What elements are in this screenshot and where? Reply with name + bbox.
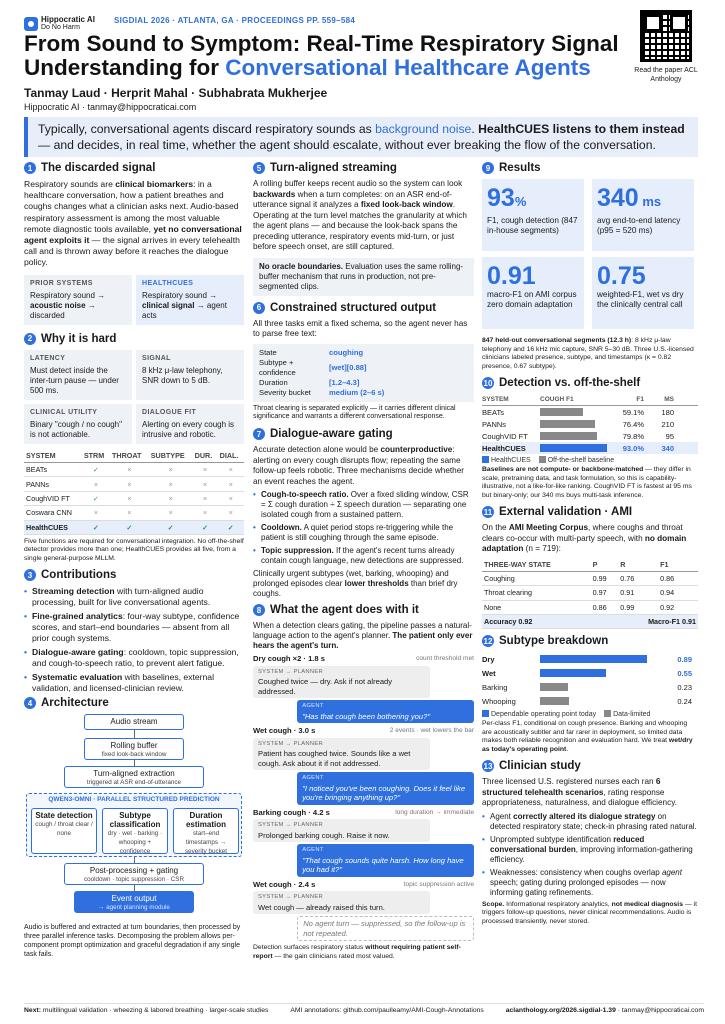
section-discarded-signal xyxy=(24,162,244,325)
suppressed-message: No agent turn — suppressed, so the follow-up is not repeated. xyxy=(297,916,474,941)
bar-label: Barking xyxy=(482,682,508,692)
banner-e: — and decides, in real time, whether the agent should escalate, without ever breaking the flow of the conversation. xyxy=(38,138,656,152)
bar-label: PANNs xyxy=(482,419,507,429)
qwen-parallel-box: QWEN3-OMNI · PARALLEL STRUCTURED PREDICTION State detection cough / throat clear / none Subtype classification dry · wet · barking · whooping + confidence Duration estimation start–end timestamps → severity bucket xyxy=(26,793,242,857)
prior-systems-box: PRIOR SYSTEMS Respiratory sound → acoustic noise → discarded xyxy=(24,275,132,325)
footer-next: Next: multilingual validation · wheezing & labored breathing · larger-scale studies xyxy=(24,1007,269,1014)
table-row-summary: Accuracy 0.92 Macro-F1 0.91 xyxy=(482,615,698,629)
authors: Tanmay Laud · Herprit Mahal · Subhabrata Mukherjee xyxy=(24,86,328,100)
section-number: 5 xyxy=(253,162,265,174)
list-item: • Dialogue-aware gating: cooldown, topic suppression, and cough-to-speech ratio, to prevent alert fatigue. xyxy=(24,647,244,669)
section-title: Dialogue-aware gating xyxy=(270,428,393,441)
section-number: 13 xyxy=(483,761,493,771)
section-number: 11 xyxy=(483,507,493,517)
challenge-box: LATENCY Must detect inside the inter-turn pause — under 500 ms. xyxy=(24,350,132,400)
stat-card: 0.91 macro-F1 on AMI corpus zero domain adaptation xyxy=(482,257,584,329)
venue-line: SIGDIAL 2026 · ATLANTA, GA · PROCEEDINGS PP. 559–584 xyxy=(114,16,356,25)
chat-transcript xyxy=(253,654,474,941)
subtype-note: Per-class F1, conditional on cough presence. Barking and whooping are acoustically subtler and far rarer in deployment, so limited data makes both reliable recognition and evaluation hard. We treat wet/dry as today's operating point. xyxy=(482,720,693,753)
architecture-caption: Audio is buffered and extracted at turn boundaries, then processed by three parallel inference tasks. Decomposing the problem allows per-component prompt optimization and graceful degradation if any single task fails. xyxy=(24,924,241,958)
bar-label: BEATs xyxy=(482,407,504,417)
logo-name: Hippocratic AI xyxy=(41,15,95,24)
section-external-validation: 11 External validation · AMI On the AMI Meeting Corpus, where coughs and throat clears co-occur with multi-party speech, with no domain adaptation (n = 719): THREE-WAY STATE P R F1 Coughing 0.99 0.76 0.86 Throat clearing 0.97 0.91 0.94 None 0.86 0.99 0.92 Accuracy 0.92 Macro-F1 0.91 xyxy=(482,506,698,629)
bar-beats xyxy=(540,408,583,416)
section-title: Turn-aligned streaming xyxy=(270,162,397,174)
section-contributions xyxy=(24,569,244,694)
section-title: Why it is hard xyxy=(41,332,117,345)
section-number: 6 xyxy=(253,302,265,314)
section-why-hard xyxy=(24,333,244,564)
bar-row xyxy=(482,418,698,430)
chart-header: SYSTEM COUGH F1 F1 MS xyxy=(482,394,698,406)
table-row-highlight: HealthCUES ✓ ✓ ✓ ✓ ✓ xyxy=(24,520,244,534)
bar-whooping xyxy=(540,697,569,705)
table-row: Throat clearing 0.97 0.91 0.94 xyxy=(482,586,698,600)
table-row: Coughing 0.99 0.76 0.86 xyxy=(482,571,698,585)
bar-label: Wet xyxy=(482,668,496,678)
section-agent-actions: 8 What the agent does with it When a detection clears gating, the pipeline passes a natural-language action to the agent's planner. The patient only ever hears the agent's turn. Dry cough ×2 · 1.8 s count threshold met SYSTEM → PLANNER Coughed twice — dry. Ask if not already addressed. AGENT "Has that cough been bothering you?" Wet cough · 3.0 s 2 events · wet lowers the bar SYSTEM → PLANNER Patient has coughed twice. Sounds like a wet cough. Ask about it if not addressed. AGENT "I noticed you've been coughing. Does it feel like you're bringing anything up?" Barking cough · 4.2 s long duration → immediate SYSTEM → PLANNER Prolonged barking cough. Raise it now. AGENT "That cough sounds quite harsh. How long have you had it?" Wet cough · 2.4 s topic suppression active SYSTEM → PLANNER Wet cough — already raised this turn. No agent turn — suppressed, so the follow-up is not repeated. Detection surfaces respiratory status without requiring patient self-report — the gain clinicians rated most valued. xyxy=(253,604,474,960)
challenge-box: CLINICAL UTILITY Binary "cough / no cough" is not actionable. xyxy=(24,404,132,444)
bar-value: 76.4% xyxy=(622,419,644,429)
poster-title xyxy=(24,32,624,80)
banner-c: . xyxy=(471,122,479,136)
node-audio-stream: Audio stream xyxy=(84,714,184,730)
detection-legend: HealthCUES Off-the-shelf baseline xyxy=(482,456,698,464)
schema-box xyxy=(253,344,474,402)
schema-row: Severity bucket medium (2–6 s) xyxy=(259,387,385,397)
node-subtype: Subtype classification dry · wet · barking · whooping + confidence xyxy=(102,808,168,854)
ami-table: THREE-WAY STATE P R F1 Coughing 0.99 0.76 0.86 Throat clearing 0.97 0.91 0.94 None 0.86 0.99 0.92 Accuracy 0.92 Macro-F1 0.91 xyxy=(482,558,698,630)
oracle-box: No oracle boundaries. Evaluation uses the same rolling-buffer mechanism that runs in production, not pre-segmented clips. xyxy=(253,258,474,296)
list-item: • Cough-to-speech ratio. Over a fixed sliding window, CSR = Σ cough duration ÷ Σ speech duration — separating one isolated cough from a sustained pattern. xyxy=(253,490,474,520)
bar-value: 59.1% xyxy=(622,407,644,417)
bar-latency: 210 xyxy=(661,419,674,429)
column-2 xyxy=(253,162,474,961)
event-label: Wet cough · 2.4 s topic suppression active xyxy=(253,879,474,889)
agent-caption: Detection surfaces respiratory status without requiring patient self-report — the gain clinicians rated most valued. xyxy=(253,944,461,960)
section-turn-aligned: 5 Turn-aligned streaming A rolling buffer keeps recent audio so the system can look backwards when a turn completes: on an ASR end-of-utterance signal it analyzes a fixed look-back window. Operating at the turn level matches the granularity at which the agent plans — and because the look-back spans the preceding utterance, respiratory events mid-turn, or just before speech onset, are still captured. No oracle boundaries. Evaluation uses the same rolling-buffer mechanism that runs in production, not pre-segmented clips. xyxy=(253,162,474,296)
bar-label: HealthCUES xyxy=(482,443,526,453)
section-title: Contributions xyxy=(41,569,117,582)
section-clinician-study: 13 Clinician study Three licensed U.S. registered nurses each ran 6 structured telehealth scenarios, rating response appropriateness, naturalness, and dialogue efficiency. • Agent correctly altered its dialogue strategy on detected respiratory state; check-in phrasing rated natural. • Unprompted subtype identification reduced conversational burden, improving information-gathering efficiency. • Weaknesses: consistency when coughs overlap agent speech; gating during prolonged episodes — now informing gating refinements. Scope. Informational respiratory analytics, not medical diagnosis — it triggers follow-up questions, never clinical recommendations. Audio is processed transiently, never stored. xyxy=(482,760,698,926)
bar-value: 0.55 xyxy=(677,668,692,678)
section-title: Architecture xyxy=(41,697,109,710)
bar-latency: 340 xyxy=(661,443,674,453)
table-row: Coswara CNN × × × × × xyxy=(24,506,244,520)
detection-note: Baselines are not compute- or backbone-matched — they differ in scale, pretraining data, and task formulation, so this is capability-illustrative, not a like-for-like ranking. CoughVID FT is fastest at 95 ms but binary-only; our 340 ms buys multi-task inference. xyxy=(482,466,692,499)
section-detection-chart xyxy=(482,377,698,500)
poster-header xyxy=(24,10,704,116)
bar-value: 0.24 xyxy=(677,696,692,706)
bar-barking xyxy=(540,683,568,691)
list-item: • Unprompted subtype identification reduced conversational burden, improving information-gathering efficiency. xyxy=(482,835,698,865)
subtype-legend: Dependable operating point today Data-limited xyxy=(482,710,698,718)
section-number: 12 xyxy=(483,636,493,646)
table-row: BEATs ✓ × × × × xyxy=(24,463,244,477)
bar-row xyxy=(482,406,698,418)
footer-anthology: aclanthology.org/2026.sigdial-1.39 · tanmay@hippocraticai.com xyxy=(505,1007,704,1014)
table-row: CoughVID FT ✓ × × × × xyxy=(24,491,244,505)
section-title: The discarded signal xyxy=(41,162,156,174)
bar-label: Whooping xyxy=(482,696,516,706)
affiliation: Hippocratic AI · tanmay@hippocraticai.com xyxy=(24,102,197,112)
section-text: Respiratory sounds are clinical biomarkers: in a healthcare conversation, how a patient breathes and coughs changes what a clinician asks next. Audio-based respiratory assessment is among the most valuable remote diagnostic tools available, yet no conversational agent exploits it — the signal arrives in every telehealth call and is thrown away before it reaches the dialogue policy. xyxy=(24,179,242,268)
bar-row xyxy=(482,442,698,454)
section-subtype xyxy=(482,635,698,754)
section-number: 3 xyxy=(24,569,36,581)
bar-value: 79.8% xyxy=(622,431,644,441)
node-rolling-buffer: Rolling buffer fixed look-back window xyxy=(84,738,184,760)
architecture-diagram xyxy=(24,714,244,924)
schema-row: State coughing xyxy=(259,347,364,357)
column-3 xyxy=(482,162,698,926)
bar-latency: 95 xyxy=(665,431,674,441)
bar-row xyxy=(482,694,698,708)
node-duration: Duration estimation start–end timestamps → severity bucket xyxy=(173,808,239,854)
table-row: PANNs × × × × × xyxy=(24,477,244,491)
section-number: 8 xyxy=(253,604,265,616)
list-item: • Systematic evaluation with baselines, external validation, and licensed-clinician review. xyxy=(24,672,244,694)
agent-message: AGENT "That cough sounds quite harsh. How long have you had it?" xyxy=(297,844,474,877)
bar-value: 0.23 xyxy=(677,682,692,692)
qr-caption: Read the paper ACL Anthology xyxy=(634,67,698,83)
scope-note: Scope. Informational respiratory analytics, not medical diagnosis — it triggers follow-up questions, never clinical recommendations. Audio is processed transiently, never stored. xyxy=(482,900,697,925)
section-number: 7 xyxy=(253,428,265,440)
healthcues-box: HEALTHCUES Respiratory sound → clinical signal → agent acts xyxy=(136,275,244,325)
node-event-output: Event output → agent planning module xyxy=(74,891,194,913)
poster-footer xyxy=(24,1003,704,1014)
list-item: • Fine-grained analytics: four-way subtype, confidence scores, and start–end boundaries — absent from all prior cough systems. xyxy=(24,611,244,644)
bar-row xyxy=(482,666,698,680)
title-highlight: Conversational Healthcare Agents xyxy=(225,55,591,80)
system-message: SYSTEM → PLANNER Patient has coughed twice. Sounds like a wet cough. Ask about it if not addressed. xyxy=(253,738,430,771)
section-title: Constrained structured output xyxy=(270,301,437,314)
bar-label: CoughVID FT xyxy=(482,431,528,441)
logo-mark-icon xyxy=(24,17,38,31)
table-note: Five functions are required for conversational integration. No off-the-shelf detector provides more than one; HealthCUES provides all five, from a single general-purpose MLLM. xyxy=(24,537,244,562)
challenge-box: SIGNAL 8 kHz μ-law telephony, SNR down to 5 dB. xyxy=(136,350,244,400)
event-label: Wet cough · 3.0 s 2 events · wet lowers the bar xyxy=(253,726,474,736)
challenge-box: DIALOGUE FIT Alerting on every cough is intrusive and robotic. xyxy=(136,404,244,444)
section-architecture xyxy=(24,697,244,959)
bar-label: Dry xyxy=(482,654,495,664)
node-extraction: Turn-aligned extraction triggered at ASR end-of-utterance xyxy=(64,766,204,788)
schema-row: Duration [1.2–4.3] xyxy=(259,377,360,387)
bar-value: 93.0% xyxy=(622,443,644,453)
list-item: • Cooldown. A quiet period stops re-triggering while the patient is still coughing through the same episode. xyxy=(253,523,474,543)
bar-row xyxy=(482,680,698,694)
system-message: SYSTEM → PLANNER Coughed twice — dry. Ask if not already addressed. xyxy=(253,666,430,699)
agent-message: AGENT "I noticed you've been coughing. Does it feel like you're bringing anything up?" xyxy=(297,772,474,805)
section-results xyxy=(482,162,698,371)
event-label: Barking cough · 4.2 s long duration → immediate xyxy=(253,807,474,817)
section-title: Results xyxy=(499,162,541,174)
title-main: From Sound to Symptom: Real-Time Respiratory Signal Understanding for xyxy=(24,31,619,80)
section-title: What the agent does with it xyxy=(270,604,419,617)
bar-value: 0.89 xyxy=(677,654,692,664)
system-message: SYSTEM → PLANNER Prolonged barking cough. Raise it now. xyxy=(253,819,430,842)
bar-row xyxy=(482,430,698,442)
system-message: SYSTEM → PLANNER Wet cough — already raised this turn. xyxy=(253,891,430,914)
detection-bars xyxy=(482,406,698,454)
section-title: Detection vs. off-the-shelf xyxy=(499,377,641,389)
bar-panns xyxy=(540,420,595,428)
qr-code-icon[interactable] xyxy=(640,10,692,62)
stat-card: 93% F1, cough detection (847 in-house segments) xyxy=(482,179,584,251)
bar-row xyxy=(482,652,698,666)
column-1 xyxy=(24,162,244,960)
logo-tagline: Do No Harm xyxy=(41,24,80,31)
banner-a: Typically, conversational agents discard respiratory sounds as xyxy=(38,122,376,136)
node-state-detection: State detection cough / throat clear / none xyxy=(31,808,97,854)
list-item: • Topic suppression. If the agent's recent turns already contain cough language, new detections are suppressed. xyxy=(253,546,474,566)
stat-card: 340 ms avg end-to-end latency (p95 = 520 ms) xyxy=(592,179,694,251)
agent-message: AGENT "Has that cough been bothering you?" xyxy=(297,700,474,723)
list-item: • Agent correctly altered its dialogue strategy on detected respiratory state; check-in phrasing rated natural. xyxy=(482,812,698,832)
banner-d: HealthCUES listens to them instead xyxy=(478,122,685,136)
section-title: Clinician study xyxy=(499,760,581,773)
bar-healthcues xyxy=(540,444,607,452)
section-number: 10 xyxy=(483,378,493,388)
banner-b: background noise xyxy=(375,122,472,136)
table-row: None 0.86 0.99 0.92 xyxy=(482,600,698,614)
footer-ami-link[interactable]: AMI annotations: github.com/paulleamy/AMI-Cough-Annotations xyxy=(290,1007,484,1014)
capability-table: SYSTEM STRM THROAT SUBTYPE DUR. DIAL. BEATs ✓ × × × × PANNs × × × × × CoughVID FT ✓ × × × × Coswara CNN × × × × × HealthCUES ✓ ✓ ✓ ✓ ✓ xyxy=(24,449,244,535)
bar-coughvid-ft xyxy=(540,432,597,440)
subtype-bars xyxy=(482,652,698,708)
section-number: 1 xyxy=(24,162,36,174)
results-note: 847 held-out conversational segments (12.3 h): 8 kHz μ-law telephony and 16 kHz mic capture, SNR 5–30 dB. Three U.S.-licensed clinicians labeled presence, subtype, and timestamps (κ = 0.82 presence, 0.67 subtype). xyxy=(482,337,694,370)
stat-card: 0.75 weighted-F1, wet vs dry the clinically central call xyxy=(592,257,694,329)
section-title: Subtype breakdown xyxy=(499,635,609,648)
section-structured-output: 6 Constrained structured output All three tasks emit a fixed schema, so the agent never has to parse free text: State coughing Subtype + confidence [wet][0.88] Duration [1.2–4.3] Severity bucket medium (2–6 s) Throat clearing is separated explicitly — it carries different clinical significance and warrants a different conversational response. xyxy=(253,302,474,423)
schema-row: Subtype + confidence [wet][0.88] xyxy=(259,357,367,377)
list-item: • Weaknesses: consistency when coughs overlap agent speech; gating during prolonged episodes — now informing gating refinements. xyxy=(482,868,698,898)
section-gating: 7 Dialogue-aware gating Accurate detection alone would be counterproductive: alerting on every cough disrupts flow; repeating the same follow-up feels robotic. Three mechanisms decide whether an event reaches the agent. • Cough-to-speech ratio. Over a fixed sliding window, CSR = Σ cough duration ÷ Σ speech duration — separating one isolated cough from a sustained pattern. • Cooldown. A quiet period stops re-triggering while the patient is still coughing through the same episode. • Topic suppression. If the agent's recent turns already contain cough language, new detections are suppressed. Clinically urgent subtypes (wet, barking, whooping) and prolonged episodes clear lower thresholds than brief dry coughs. xyxy=(253,428,474,599)
section-number: 9 xyxy=(482,162,494,174)
bar-dry xyxy=(540,655,647,663)
bar-latency: 180 xyxy=(661,407,674,417)
node-post-processing: Post-processing + gating cooldown · topic suppression · CSR xyxy=(64,863,204,885)
event-label: Dry cough ×2 · 1.8 s count threshold met xyxy=(253,654,474,664)
list-item: • Streaming detection with turn-aligned audio processing, built for live conversational agents. xyxy=(24,586,244,608)
key-message-banner xyxy=(24,117,698,157)
section-number: 4 xyxy=(24,697,36,709)
bar-wet xyxy=(540,669,606,677)
section-title: External validation · AMI xyxy=(499,506,633,518)
section-number: 2 xyxy=(24,333,36,345)
